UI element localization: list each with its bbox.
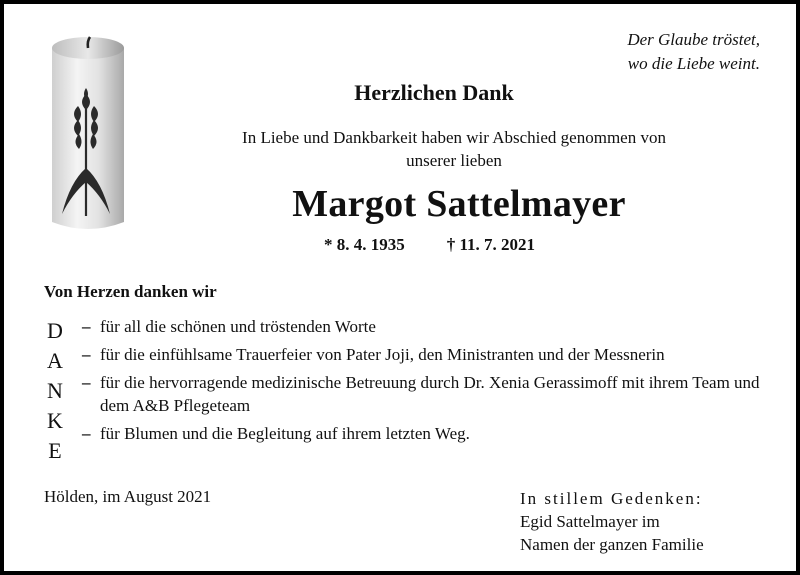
vertical-danke [44,316,66,466]
list-item [82,371,772,417]
intro-line-2: unserer lieben [406,151,502,170]
quote-line-2: wo die Liebe weint. [627,54,760,73]
signature [520,487,704,556]
list-item-text: für die hervorragende medizinische Betreuung durch Dr. Xenia Gerassimoff mit ihrem Team und dem A&B Pflegeteam [100,373,760,415]
deceased-name: Margot Sattelmayer [292,183,626,225]
letter: E [48,438,62,463]
list-item [82,343,772,366]
quote [627,28,760,76]
signature-line-1: In stillem Gedenken: [520,489,703,508]
thanks-heading: Von Herzen danken wir [44,282,217,301]
quote-line-1: Der Glaube tröstet, [627,30,760,49]
list-item-text: für Blumen und die Begleitung auf ihrem letzten Weg. [100,424,470,443]
place-date: Hölden, im August 2021 [44,487,212,506]
death-date: † 11. 7. 2021 [446,235,536,254]
signature-line-2: Egid Sattelmayer im [520,512,660,531]
intro-line-1: In Liebe und Dankbarkeit haben wir Abschied genommen von [242,128,666,147]
letter: K [47,408,63,433]
list-item-text: für die einfühlsame Trauerfeier von Pater Joji, den Ministranten und der Messnerin [100,345,665,364]
dash: – [82,373,91,392]
list-item [82,422,772,445]
list-item-text: für all die schönen und tröstenden Worte [100,317,376,336]
intro-text [174,126,734,172]
life-dates [324,235,535,255]
dash: – [82,424,91,443]
candle-with-wheat-icon [48,32,128,236]
page-title: Herzlichen Dank [354,80,514,105]
thanks-list [82,315,772,450]
list-item [82,315,772,338]
letter: A [47,348,63,373]
letter: N [47,378,63,403]
signature-line-3: Namen der ganzen Familie [520,535,704,554]
dash: – [82,345,91,364]
dash: – [82,317,91,336]
letter: D [47,318,63,343]
birth-date: * 8. 4. 1935 [324,235,405,254]
